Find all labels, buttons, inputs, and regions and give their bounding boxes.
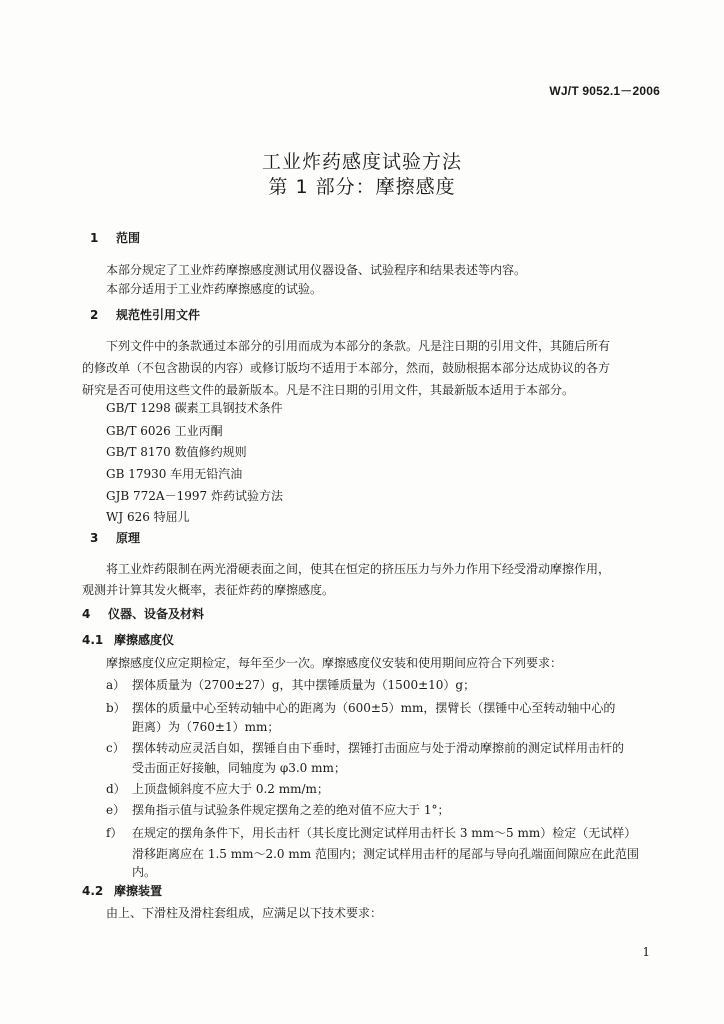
section-title: 原理	[116, 531, 141, 545]
paragraph-line: 将工业炸药限制在两光滑硬表面之间，使其在恒定的挤压压力与外力作用下经受滑动摩擦作用，	[106, 562, 611, 576]
paragraph-line: 的修改单（不包含勘误的内容）或修订版均不适用于本部分，然而，鼓励根据本部分达成协议的各方	[82, 361, 611, 375]
list-item-text: 滑移距离应在 1.5 mm～2.0 mm 范围内；测定试样用击杆的尾部与导向孔端面间隙应在此范围	[132, 847, 639, 861]
paragraph-line: 观测并计算其发火概率，表征炸药的摩擦感度。	[82, 583, 335, 597]
section-2-heading	[90, 307, 200, 323]
section-title: 范围	[116, 231, 141, 245]
subsection-4-2-heading	[82, 883, 162, 899]
list-item-text: 在规定的摆角条件下，用长击杆（其长度比测定试样用击杆长 3 mm～5 mm）检定（无试样）	[132, 826, 637, 840]
list-item-label: b）	[106, 701, 126, 715]
reference-item: GB 17930 车用无铅汽油	[106, 467, 243, 481]
reference-item: WJ 626 特屈儿	[106, 510, 190, 524]
list-item-text: 摆体的质量中心至转动轴中心的距离为（600±5）mm，摆臂长（摆锤中心至转动轴中心的	[132, 701, 616, 715]
subsection-number: 4.1	[82, 633, 104, 647]
list-item-text: 摆角指示值与试验条件规定摆角之差的绝对值不应大于 1°；	[132, 803, 450, 817]
paragraph-line: 下列文件中的条款通过本部分的引用而成为本部分的条款。凡是注日期的引用文件，其随后所有	[106, 339, 611, 353]
section-number: 2	[90, 308, 99, 322]
paragraph: 摩擦感度仪应定期检定，每年至少一次。摩擦感度仪安装和使用期间应符合下列要求：	[106, 656, 563, 670]
paragraph: 由上、下滑柱及滑柱套组成，应满足以下技术要求：	[106, 906, 383, 920]
subsection-title: 摩擦装置	[114, 884, 163, 898]
standard-code: WJ/T 9052.1－2006	[549, 84, 660, 98]
reference-item: GB/T 1298 碳素工具钢技术条件	[106, 401, 283, 415]
section-number: 4	[82, 607, 91, 621]
paragraph: 本部分适用于工业炸药摩擦感度的试验。	[106, 282, 323, 296]
section-3-heading	[90, 530, 140, 546]
subsection-4-1-heading	[82, 632, 174, 648]
paragraph: 本部分规定了工业炸药摩擦感度测试用仪器设备、试验程序和结果表述等内容。	[106, 263, 527, 277]
section-title: 仪器、设备及材料	[108, 607, 205, 621]
section-4-heading	[82, 606, 204, 622]
reference-item: GB/T 8170 数值修约规则	[106, 445, 247, 459]
paragraph-line: 研究是否可使用这些文件的最新版本。凡是不注日期的引用文件，其最新版本适用于本部分。	[82, 383, 575, 397]
list-item-text: 距离）为（760±1）mm；	[132, 720, 280, 734]
document-subtitle: 第 1 部分：摩擦感度	[268, 176, 456, 198]
section-number: 1	[90, 231, 99, 245]
section-1-heading	[90, 230, 140, 246]
list-item-label: c）	[106, 741, 125, 755]
list-item-label: e）	[106, 803, 126, 817]
page-number: 1	[642, 945, 650, 959]
section-title: 规范性引用文件	[116, 308, 201, 322]
document-title: 工业炸药感度试验方法	[261, 151, 462, 173]
subsection-number: 4.2	[82, 884, 104, 898]
list-item-text: 上顶盘倾斜度不应大于 0.2 mm/m；	[132, 782, 329, 796]
reference-item: GJB 772A－1997 炸药试验方法	[106, 489, 283, 503]
reference-item: GB/T 6026 工业丙酮	[106, 424, 223, 438]
list-item-text: 内。	[132, 865, 157, 879]
list-item-label: a）	[106, 678, 126, 692]
section-number: 3	[90, 531, 99, 545]
list-item-text: 摆体转动应灵活自如，摆锤自由下垂时，摆锤打击面应与处于滑动摩擦前的测定试样用击杆的	[132, 741, 625, 755]
list-item-label: d）	[106, 782, 126, 796]
list-item-text: 摆体质量为（2700±27）g，其中摆锤质量为（1500±10）g；	[132, 678, 476, 692]
subsection-title: 摩擦感度仪	[114, 633, 175, 647]
list-item-label: f）	[106, 826, 123, 840]
list-item-text: 受击面正好接触，同轴度为 φ3.0 mm；	[132, 761, 346, 775]
